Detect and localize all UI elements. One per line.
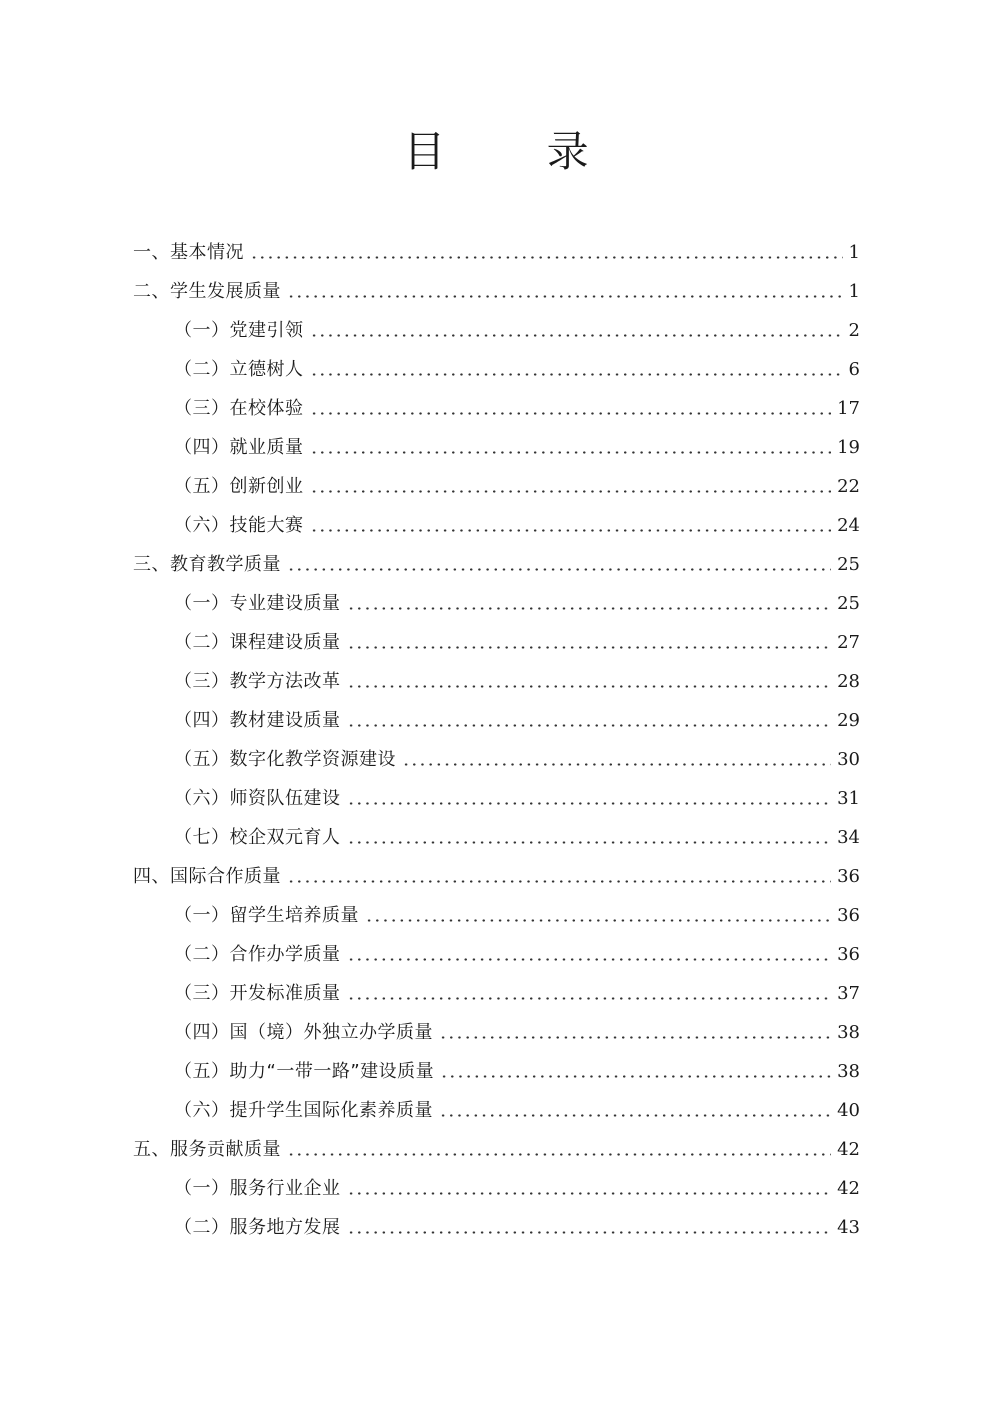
dot-leader [347,646,832,649]
page-title: 目 录 [403,127,633,176]
dot-leader [439,1114,831,1117]
dot-leader [365,919,831,922]
toc-entry-page-number: 31 [837,788,860,809]
dot-leader [347,802,832,805]
dot-leader [310,412,832,415]
toc-entry[interactable] [174,627,860,659]
toc-entry-label: （四）教材建设质量 [174,710,341,731]
toc-entry-page-number: 17 [837,398,860,419]
toc-entry-label: 五、服务贡献质量 [133,1139,281,1160]
dot-leader [440,1075,831,1078]
toc-entry-page-number: 42 [837,1178,860,1199]
toc-entry[interactable] [133,861,860,893]
toc-entry[interactable] [174,588,860,620]
toc-entry-label: （五）数字化教学资源建设 [174,749,396,770]
dot-leader [347,997,832,1000]
toc-entry-page-number: 24 [837,515,860,536]
toc-entry-page-number: 42 [837,1139,860,1160]
toc-entry-page-number: 27 [837,632,860,653]
toc-entry-label: （六）提升学生国际化素养质量 [174,1100,433,1121]
toc-entry-label: 三、教育教学质量 [133,554,281,575]
toc-entry[interactable] [133,237,860,269]
dot-leader [347,1231,832,1234]
toc-entry[interactable] [174,471,860,503]
toc-entry-label: （一）专业建设质量 [174,593,341,614]
dot-leader [347,607,832,610]
toc-entry-label: （一）留学生培养质量 [174,905,359,926]
dot-leader [347,841,832,844]
dot-leader [347,958,832,961]
dot-leader [310,490,832,493]
dot-leader [347,724,832,727]
dot-leader [287,880,831,883]
toc-entry-label: （四）国（境）外独立办学质量 [174,1022,433,1043]
toc-entry-page-number: 2 [848,320,860,341]
toc-entry-label: （六）技能大赛 [174,515,304,536]
toc-entry-page-number: 34 [837,827,860,848]
toc-entry-label: 四、国际合作质量 [133,866,281,887]
toc-entry[interactable] [174,1095,860,1127]
toc-entry[interactable] [174,393,860,425]
toc-entry-page-number: 29 [837,710,860,731]
toc-entry[interactable] [133,549,860,581]
toc-entry-label: 二、学生发展质量 [133,281,281,302]
dot-leader [310,334,843,337]
toc-entry-page-number: 43 [837,1217,860,1238]
toc-entry-label: （三）教学方法改革 [174,671,341,692]
dot-leader [310,529,832,532]
toc-entry[interactable] [174,783,860,815]
toc-entry[interactable] [174,510,860,542]
toc-entry-page-number: 6 [848,359,860,380]
toc-entry-label: （四）就业质量 [174,437,304,458]
dot-leader [347,685,832,688]
toc-entry[interactable] [174,1056,860,1088]
toc-entry-page-number: 40 [837,1100,860,1121]
toc-entry-page-number: 19 [837,437,860,458]
toc-entry-label: （一）服务行业企业 [174,1178,341,1199]
toc-entry[interactable] [174,1173,860,1205]
toc-entry-label: （二）合作办学质量 [174,944,341,965]
toc-entry-label: （五）创新创业 [174,476,304,497]
toc-entry[interactable] [174,666,860,698]
toc-entry[interactable] [174,900,860,932]
toc-entry[interactable] [174,978,860,1010]
toc-entry-page-number: 36 [837,866,860,887]
toc-entry[interactable] [174,822,860,854]
toc-entry-page-number: 30 [837,749,860,770]
toc-entry-page-number: 22 [837,476,860,497]
toc-entry[interactable] [174,1017,860,1049]
toc-entry-page-number: 36 [837,905,860,926]
dot-leader [310,451,832,454]
toc-entry-label: （二）立德树人 [174,359,304,380]
dot-leader [439,1036,831,1039]
toc-entry[interactable] [174,432,860,464]
toc-entry-page-number: 28 [837,671,860,692]
dot-leader [287,295,843,298]
toc-entry-page-number: 1 [848,242,860,263]
toc-entry-label: （三）在校体验 [174,398,304,419]
toc-entry-page-number: 37 [837,983,860,1004]
toc-entry-page-number: 25 [837,554,860,575]
toc-entry[interactable] [174,939,860,971]
toc-entry-label: 一、基本情况 [133,242,244,263]
toc-entry[interactable] [174,1212,860,1244]
toc-entry-page-number: 36 [837,944,860,965]
toc-entry[interactable] [174,315,860,347]
toc-entry[interactable] [133,1134,860,1166]
toc-entry-label: （五）助力“一带一路”建设质量 [174,1061,435,1082]
toc-entry-label: （七）校企双元育人 [174,827,341,848]
dot-leader [347,1192,832,1195]
toc-entry[interactable] [133,276,860,308]
dot-leader [287,1153,831,1156]
dot-leader [250,256,843,259]
toc-entry-label: （六）师资队伍建设 [174,788,341,809]
toc-entry-label: （二）课程建设质量 [174,632,341,653]
toc-entry[interactable] [174,354,860,386]
toc-entry-page-number: 1 [848,281,860,302]
toc-entry-label: （三）开发标准质量 [174,983,341,1004]
toc-entry[interactable] [174,744,860,776]
toc-entry-label: （一）党建引领 [174,320,304,341]
toc-entry-page-number: 38 [837,1022,860,1043]
toc-entry-page-number: 38 [837,1061,860,1082]
toc-entry-page-number: 25 [837,593,860,614]
toc-entry-label: （二）服务地方发展 [174,1217,341,1238]
dot-leader [402,763,831,766]
toc-entry[interactable] [174,705,860,737]
dot-leader [287,568,831,571]
dot-leader [310,373,843,376]
